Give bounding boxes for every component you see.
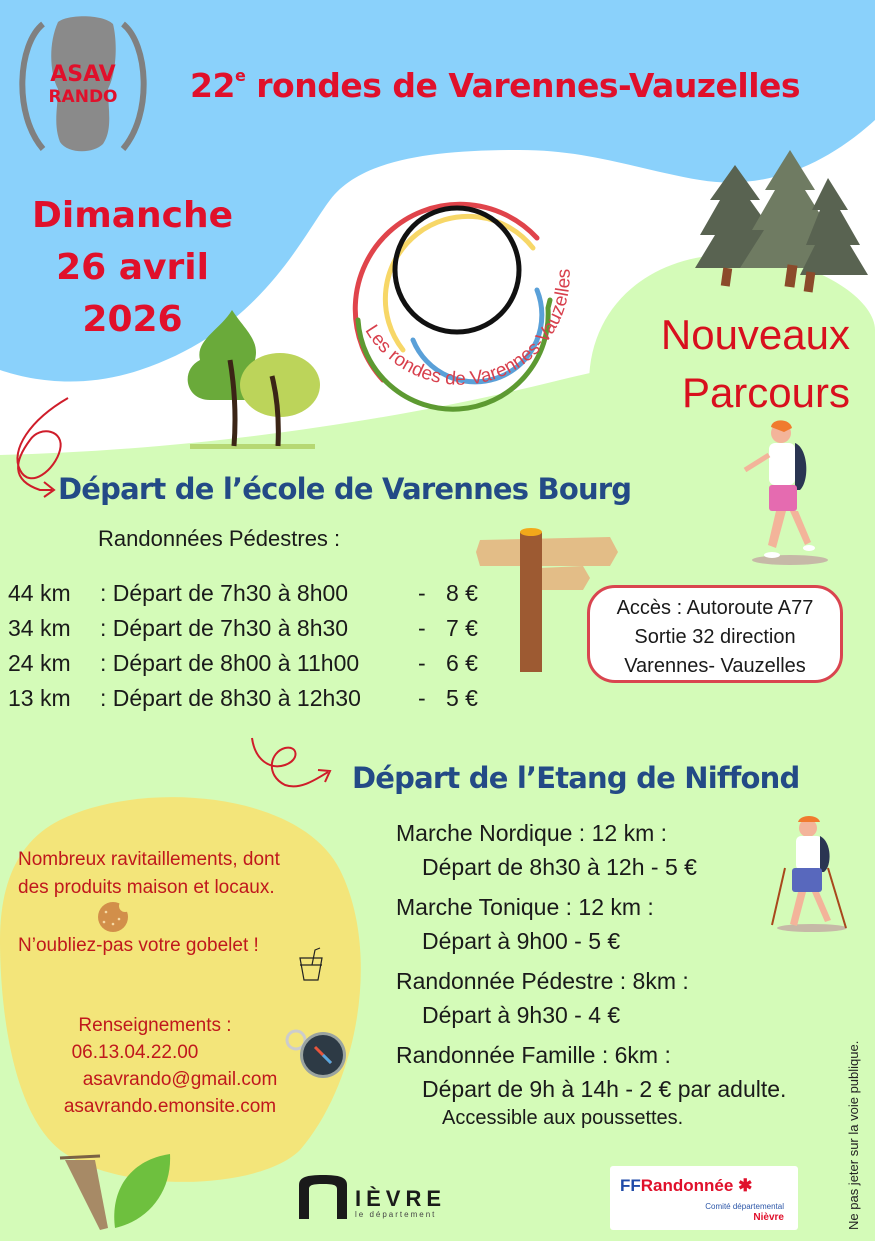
logo-line2: RANDO xyxy=(48,87,118,107)
route-dash: - xyxy=(418,580,426,606)
route-row xyxy=(8,611,478,646)
access-info-box xyxy=(587,585,843,683)
asav-rando-logo xyxy=(8,14,158,154)
contact-label: Renseignements : xyxy=(78,1015,232,1036)
emblem-text: Les rondes de Varennes-Vauzelles xyxy=(360,268,575,390)
nievre-wordmark: IÈVRE xyxy=(355,1186,447,1211)
date-weekday: Dimanche xyxy=(31,195,234,236)
route-distance: 24 km xyxy=(8,650,71,676)
niffond-route-item xyxy=(396,816,786,884)
ffr-department: Nièvre xyxy=(753,1212,784,1223)
rondes-emblem xyxy=(325,190,575,420)
contact-info xyxy=(20,1012,290,1120)
route-price: 7 € xyxy=(446,615,478,641)
title-superscript: e xyxy=(234,66,246,85)
access-line1: Accès : Autoroute A77 xyxy=(616,597,814,619)
ffrandonnee-logo xyxy=(610,1166,798,1230)
ffr-brand-rest: Randonnée xyxy=(640,1176,734,1195)
route-row xyxy=(8,646,478,681)
route-title: Randonnée Famille : 6km : xyxy=(396,1042,671,1068)
ffr-brand-ff: FF xyxy=(620,1176,641,1195)
access-line2: Sortie 32 direction xyxy=(634,626,796,648)
section-heading-bourg: Départ de l’école de Varennes Bourg xyxy=(58,472,632,506)
route-distance: 13 km xyxy=(8,685,71,711)
niffond-route-item xyxy=(396,1038,786,1130)
niffond-route-item xyxy=(396,964,786,1032)
refreshments-text: Nombreux ravitaillements, dont des produits maison et locaux. xyxy=(18,849,280,898)
route-detail: Départ de 8h30 à 12h - 5 € xyxy=(422,854,697,880)
bourg-route-list xyxy=(8,576,478,716)
nievre-subtitle: le département xyxy=(355,1210,437,1219)
route-distance: 44 km xyxy=(8,580,71,606)
new-routes-line1: Nouveaux xyxy=(660,311,850,358)
cup-reminder: N’oubliez-pas votre gobelet ! xyxy=(18,935,259,956)
niffond-route-list xyxy=(396,816,786,1136)
route-detail: Départ à 9h30 - 4 € xyxy=(422,1002,621,1028)
route-detail: Départ à 9h00 - 5 € xyxy=(422,928,621,954)
route-title: Marche Tonique : 12 km : xyxy=(396,894,654,920)
route-dash: - xyxy=(418,650,426,676)
refreshments-info xyxy=(18,846,318,960)
date-day-month: 26 avril xyxy=(56,247,209,288)
contact-website[interactable]: asavrando.emonsite.com xyxy=(63,1096,277,1117)
contact-phone[interactable]: 06.13.04.22.00 xyxy=(71,1042,199,1063)
event-date xyxy=(20,190,245,346)
route-times: : Départ de 7h30 à 8h30 xyxy=(100,615,349,641)
route-times: : Départ de 8h30 à 12h30 xyxy=(100,685,361,711)
route-detail: Départ de 9h à 14h - 2 € par adulte. xyxy=(422,1076,787,1102)
contact-email[interactable]: asavrando@gmail.com xyxy=(82,1069,278,1090)
page-title xyxy=(190,66,800,105)
route-distance: 34 km xyxy=(8,615,71,641)
ffr-walker-icon: ✱ xyxy=(738,1176,753,1195)
date-year: 2026 xyxy=(82,299,183,340)
section-heading-niffond: Départ de l’Etang de Niffond xyxy=(352,761,800,795)
route-price: 6 € xyxy=(446,650,478,676)
route-row xyxy=(8,576,478,611)
new-routes-line2: Parcours xyxy=(681,369,850,416)
nievre-n-icon xyxy=(297,1175,349,1219)
section-subheading-bourg: Randonnées Pédestres : xyxy=(98,526,341,551)
route-title: Marche Nordique : 12 km : xyxy=(396,820,668,846)
logo-line1: ASAV xyxy=(50,62,116,87)
route-dash: - xyxy=(418,685,426,711)
route-row xyxy=(8,681,478,716)
new-routes-banner xyxy=(600,306,850,422)
ffr-committee: Comité départemental xyxy=(705,1202,784,1211)
route-price: 5 € xyxy=(446,685,478,711)
route-title: Randonnée Pédestre : 8km : xyxy=(396,968,689,994)
route-times: : Départ de 8h00 à 11h00 xyxy=(100,650,360,676)
nievre-logo xyxy=(297,1175,446,1219)
title-number: 22 xyxy=(190,66,235,105)
legal-notice: Ne pas jeter sur la voie publique. xyxy=(846,1040,861,1230)
route-price: 8 € xyxy=(446,580,478,606)
title-rest: rondes de Varennes-Vauzelles xyxy=(245,66,801,105)
access-line3: Varennes- Vauzelles xyxy=(624,655,806,677)
niffond-route-item xyxy=(396,890,786,958)
route-times: : Départ de 7h30 à 8h00 xyxy=(100,580,349,606)
route-note: Accessible aux poussettes. xyxy=(442,1107,684,1129)
route-dash: - xyxy=(418,615,426,641)
